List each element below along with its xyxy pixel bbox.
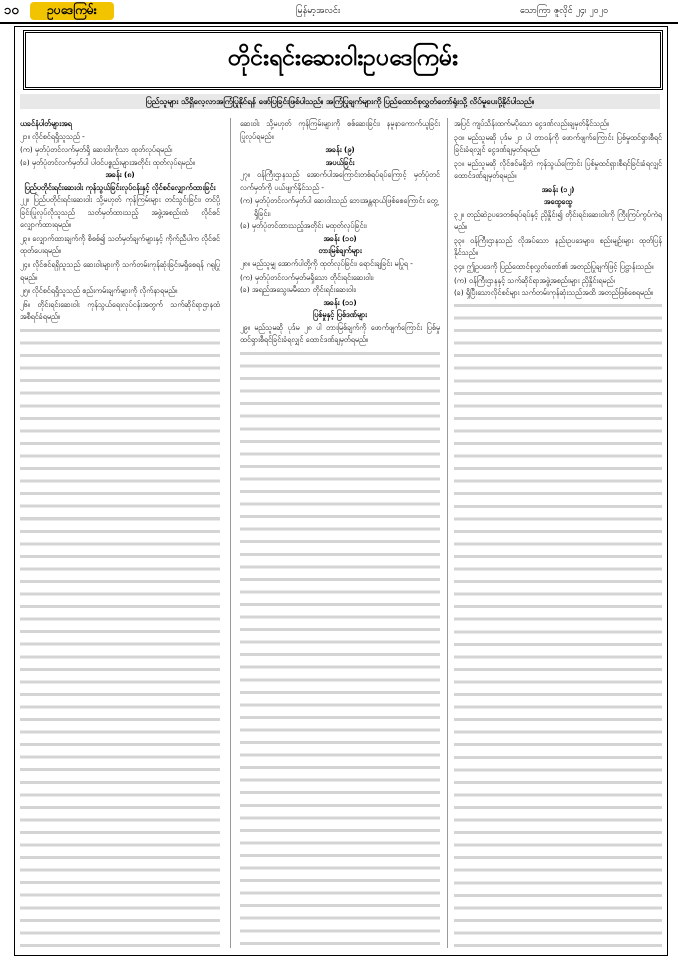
paragraph: ဆေးဝါး သို့မဟုတ် ကုန်ကြမ်းများကို စစ်ဆေးခြင်း၊ နမူနာကောက်ယူခြင်း ပြုလုပ်ရမည်။: [240, 119, 440, 141]
paragraph: ၂၃။ လျှောက်ထားချက်ကို စိစစ်၍ သတ်မှတ်ချက်များနှင့် ကိုက်ညီပါက လိုင်စင်ထုတ်ပေးရမည်။: [20, 233, 220, 256]
paragraph: ၂၉။ မည်သူမဆို ပုဒ်မ ၂၈ ပါ တားမြစ်ချက်ကို ဖောက်ဖျက်ကြောင်း ပြစ်မှုထင်ရှားစီရင်ခြင်းခံရလျှင် ထောင်ဒဏ်ချမှတ်ရမည်။: [240, 322, 440, 345]
article-subtitle: ပြည်သူများ သိရှိလေ့လာအကြံပြုနိုင်ရန် ဖော်ပြခြင်းဖြစ်ပါသည်။ အကြံပြုချက်များကို ပြည်ထောင်စုလွှတ်တော်ရုံးသို့ လိပ်မူပေးပို့နိုင်ပါသည်။: [20, 94, 660, 109]
paragraph: ၃၄။ ဤဥပဒေကို ပြည်ထောင်စုလွှတ်တော်၏ အတည်ပြုချက်ဖြင့် ပြဋ္ဌာန်းသည်။: [454, 262, 654, 272]
text-lines: [20, 325, 220, 948]
chapter-number: အခန်း (၉): [325, 145, 355, 155]
list-item: (ခ) အရည်အသွေးမမီသော တိုင်းရင်းဆေးဝါး၊: [240, 285, 357, 295]
list-item: (က) မှတ်ပုံတင်လက်မှတ်ရှိ ဆေးဝါးကိုသာ ထုတ်လုပ်ရမည်၊: [20, 145, 173, 155]
chapter-number: အခန်း (၁၂): [541, 184, 575, 194]
article-title: တိုင်းရင်းဆေးဝါးဥပဒေကြမ်း: [23, 30, 663, 90]
intro-heading: ယခင်နံပါတ်များအရ: [20, 119, 72, 128]
column-divider: [230, 118, 231, 948]
paragraph: ၂၄။ လိုင်စင်ရရှိသူသည် ဆေးဝါးများကို သက်တမ်းကုန်ဆုံးခြင်းမရှိစေရန် ဂရုပြုရမည်။: [20, 260, 220, 282]
chapter-number: အခန်း (၈): [105, 170, 135, 180]
column-3: [454, 118, 662, 948]
list-item: (က) မှတ်ပုံတင်လက်မှတ်ပါ ဆေးဝါးသည် ဘေးအန္တရာယ်ဖြစ်စေကြောင်း တွေ့ရှိခြင်း၊: [240, 196, 438, 218]
list-item: (ခ) ရှိပြီးသောလိုင်စင်များ သက်တမ်းကုန်ဆုံးသည်အထိ အတည်ဖြစ်စေရမည်။: [454, 288, 654, 298]
page-header: [0, 0, 678, 22]
list-item: (က) မှတ်ပုံတင်လက်မှတ်မရှိသော တိုင်းရင်းဆေးဝါး၊: [240, 272, 374, 282]
paragraph: အပြင် ကျပ်သိန်းထက်မပိုသော ငွေဒဏ်လည်းချမှတ်နိုင်သည်။: [454, 119, 610, 128]
issue-date: သောကြာ ဇူလိုင် ၂၄၊ ၂၀၂၀: [520, 6, 609, 16]
paragraph: ၂၇။ ဝန်ကြီးဌာနသည် အောက်ပါအကြောင်းတစ်ရပ်ရပ်ကြောင့် မှတ်ပုံတင်လက်မှတ်ကို ပယ်ဖျက်နိုင်သည် -: [240, 170, 440, 192]
paragraph: ၃၃။ ဝန်ကြီးဌာနသည် လိုအပ်သော နည်းဥပဒေများ၊ စည်းမျဉ်းများ ထုတ်ပြန်နိုင်သည်။: [454, 235, 662, 258]
paragraph: ၂၈။ မည်သူမျှ အောက်ပါတို့ကို ထုတ်လုပ်ခြင်း၊ ရောင်းချခြင်း မပြုရ -: [240, 259, 413, 269]
chapter-title: တားမြစ်ချက်များ: [318, 246, 362, 256]
list-item: (ခ) မှတ်ပုံတင်ထားသည့်အတိုင်း မထုတ်လုပ်ခြင်း၊: [240, 221, 367, 231]
paragraph: ၂၁။ လိုင်စင်ရရှိသူသည် -: [20, 131, 85, 141]
section-label: ဥပဒေကြမ်း: [30, 2, 114, 20]
paragraph: ၂၆။ တိုင်းရင်းဆေးဝါး ကုန်သွယ်ရေးလုပ်ငန်းအတွက် သက်ဆိုင်ရာဌာနထံ အစီရင်ခံရမည်။: [20, 299, 220, 322]
text-lines: [454, 300, 662, 948]
text-lines: [240, 348, 440, 948]
column-1: [20, 118, 220, 948]
column-2: [240, 118, 440, 948]
column-divider: [447, 118, 448, 948]
paragraph: ၂၂။ ပြည်ပတိုင်းရင်းဆေးဝါး သို့မဟုတ် ကုန်ကြမ်းများ တင်သွင်းခြင်း၊ တင်ပို့ခြင်းပြုလုပ်လိုသူသည် သတ်မှတ်ထားသည့် အဖွဲ့အစည်းထံ လိုင်စင်လျှောက်ထားရမည်။: [20, 195, 220, 230]
chapter-title: အထွေထွေ: [543, 197, 573, 207]
chapter-number: အခန်း (၁၀): [323, 233, 357, 243]
header-rule: [0, 22, 678, 24]
list-item: (က) ဝန်ကြီးဌာနနှင့် သက်ဆိုင်ရာအဖွဲ့အစည်းများ ညှိနှိုင်းရမည်၊: [454, 275, 615, 285]
chapter-title: အပယ်ခြင်း: [325, 157, 355, 167]
paragraph: ၃၂။ တည်ဆဲဥပဒေတစ်ရပ်ရပ်နှင့် ညှိနှိုင်း၍ တိုင်းရင်းဆေးဝါးကို ကြီးကြပ်ကွပ်ကဲရမည်။: [454, 209, 662, 232]
paragraph: ၃၀။ မည်သူမဆို ပုဒ်မ ၂၁ ပါ တာဝန်ကို ဖောက်ဖျက်ကြောင်း ပြစ်မှုထင်ရှားစီရင်ခြင်းခံရလျှင် ငွေဒဏ်ချမှတ်ရမည်။: [454, 132, 662, 155]
list-item: (ခ) မှတ်ပုံတင်လက်မှတ်ပါ ပါဝင်ပစ္စည်းများအတိုင်း ထုတ်လုပ်ရမည်။: [20, 157, 195, 167]
paragraph: ၂၅။ လိုင်စင်ရရှိသူသည် စည်းကမ်းချက်များကို လိုက်နာရမည်။: [20, 286, 178, 296]
chapter-title: ပြည်ပတိုင်းရင်းဆေးဝါး ကုန်သွယ်ခြင်းလုပ်ငန်းနှင့် လိုင်စင်လျှောက်ထားခြင်း: [24, 182, 216, 192]
chapter-number: အခန်း (၁၁): [323, 297, 357, 307]
chapter-title: ပြစ်မှုနှင့် ပြစ်ဒဏ်များ: [312, 310, 368, 320]
newspaper-name: မြန်မာ့အလင်း: [296, 6, 341, 16]
page-number: ၁၀: [4, 3, 19, 18]
paragraph: ၃၁။ မည်သူမဆို လိုင်စင်မရှိဘဲ ကုန်သွယ်ကြောင်း ပြစ်မှုထင်ရှားစီရင်ခြင်းခံရလျှင် ထောင်ဒဏ်ချမှတ်ရမည်။: [454, 158, 662, 181]
